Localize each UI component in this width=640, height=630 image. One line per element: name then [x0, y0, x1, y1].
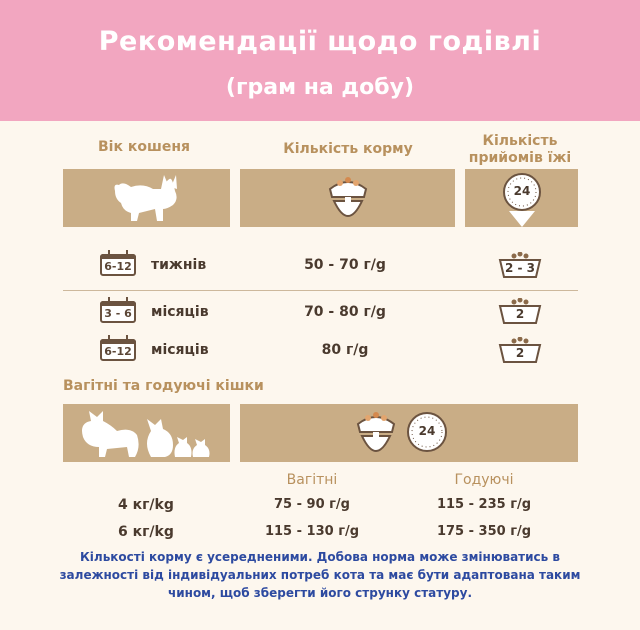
- adult-amount-band: [240, 404, 578, 462]
- amount-column-heading: Кількість корму: [283, 141, 413, 157]
- age-unit: місяців: [151, 342, 209, 358]
- meals-column-heading: [450, 133, 590, 167]
- weight-label: 6 кг/kg: [118, 524, 174, 540]
- amount-value: 50 - 70 г/g: [304, 257, 386, 273]
- nursing-amount: 175 - 350 г/g: [436, 524, 532, 539]
- clock-icon: [501, 171, 543, 231]
- scale-bowl-icon: [326, 171, 370, 227]
- page-title: Рекомендації щодо годівлі: [98, 26, 542, 57]
- meals-band: [465, 169, 578, 227]
- pregnant-amount: 115 - 130 г/g: [264, 524, 360, 539]
- page-subtitle: (грам на добу): [225, 75, 415, 100]
- scale-bowl-icon: [354, 406, 398, 462]
- age-range-badge: 3 - 6: [100, 301, 136, 323]
- meals-count: 2: [515, 307, 525, 321]
- amount-value: 70 - 80 г/g: [304, 304, 386, 320]
- cats-band: [63, 404, 230, 462]
- amount-band: [240, 169, 455, 227]
- age-range-badge: 6-12: [100, 339, 136, 361]
- age-column-heading: Вік кошеня: [98, 139, 190, 155]
- amount-value: 80 г/g: [321, 342, 369, 358]
- row-separator: [63, 290, 578, 291]
- meals-heading-line1: Кількість: [482, 133, 558, 149]
- mother-cats-icon: [77, 407, 217, 461]
- meals-count: 2: [515, 346, 525, 360]
- kitten-band: [63, 169, 230, 227]
- meals-count: 2 - 3: [504, 261, 536, 275]
- meals-heading-line2: прийомів їжі: [468, 150, 572, 166]
- header-banner: [0, 0, 640, 121]
- age-range-badge: 6-12: [100, 254, 136, 276]
- clock-label: 24: [418, 424, 436, 438]
- weight-label: 4 кг/kg: [118, 497, 174, 513]
- nursing-column-heading: Годуючі: [454, 472, 514, 488]
- pregnant-amount: 75 - 90 г/g: [273, 497, 350, 512]
- disclaimer-note: Кількості корму є усередненими. Добова норма може змінюватись в залежності від індивідуальних потреб кота та має бути адаптована таким чином, щоб зберегти його струнку статуру.: [59, 550, 581, 600]
- kitten-icon: [109, 173, 185, 225]
- pregnant-column-heading: Вагітні: [286, 472, 338, 488]
- age-unit: місяців: [151, 304, 209, 320]
- nursing-amount: 115 - 235 г/g: [436, 497, 532, 512]
- clock-label: 24: [513, 184, 531, 198]
- adult-section-title: Вагітні та годуючі кішки: [63, 378, 264, 394]
- age-unit: тижнів: [151, 257, 207, 273]
